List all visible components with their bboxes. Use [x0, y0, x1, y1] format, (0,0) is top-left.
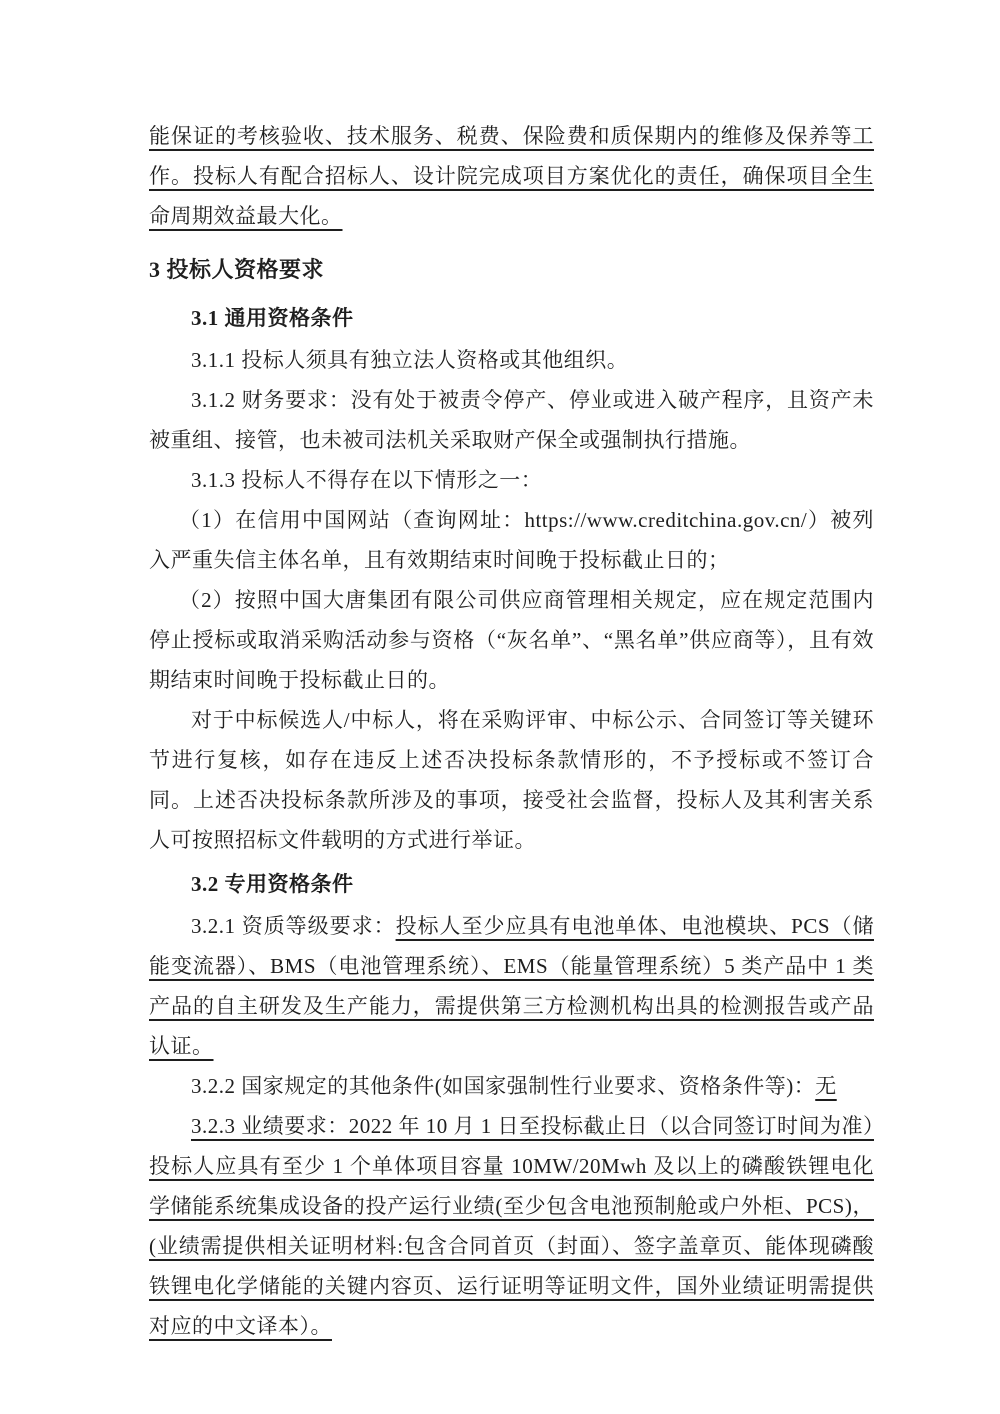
clause-3-2-2 — [149, 1066, 874, 1106]
section-3-1-heading: 3.1 通用资格条件 — [191, 306, 354, 330]
clause-3-2-2-label: 3.2.2 国家规定的其他条件(如国家强制性行业要求、资格条件等)： — [191, 1074, 816, 1098]
item-1-suffix: ）被列入严重失信主体名单，且有效期结束时间晚于投标截止日的； — [149, 508, 875, 572]
clause-3-2-2-value: 无 — [815, 1074, 837, 1098]
section-3-heading: 3 投标人资格要求 — [149, 257, 325, 282]
credit-china-url: https://www.creditchina.gov.cn/ — [524, 508, 808, 532]
item-1-paragraph — [149, 500, 874, 580]
clause-3-2-3-text: 3.2.3 业绩要求：2022 年 10 月 1 日至投标截止日（以合同签订时间为准）投标人应具有至少 1 个单体项目容量 10MW/20Mwh 及以上的磷酸铁锂电化学储能系统集成设备的投产运行业绩(至少包含电池预制舱或户外柜、PCS)， (业绩需提供相关证明材料:包含合同首页（封面）、签字盖章页、能体现磷酸铁锂电化学储能的关键内容页、运行证明等证明文件，国外业绩证明需提供对应的中文译本）。 — [149, 1114, 874, 1338]
clause-3-2-1-requirement: 投标人至少应具有电池单体、电池模块、PCS（储能变流器）、BMS（电池管理系统）、EMS（能量管理系统）5 类产品中 1 类产品的自主研发及生产能力，需提供第三方检测机构出具的检测报告或产品认证。 — [149, 914, 874, 1058]
item-1-prefix: （1）在信用中国网站（查询网址： — [179, 508, 525, 532]
carryover-paragraph-text: 能保证的考核验收、技术服务、税费、保险费和质保期内的维修及保养等工作。投标人有配合招标人、设计院完成项目方案优化的责任，确保项目全生命周期效益最大化。 — [149, 124, 874, 228]
review-paragraph: 对于中标候选人/中标人，将在采购评审、中标公示、合同签订等关键环节进行复核，如存在违反上述否决投标条款情形的，不予授标或不签订合同。上述否决投标条款所涉及的事项，接受社会监督，投标人及其利害关系人可按照招标文件载明的方式进行举证。 — [149, 708, 874, 852]
carryover-paragraph — [149, 116, 874, 236]
clause-3-1-3: 3.1.3 投标人不得存在以下情形之一： — [191, 468, 543, 492]
clause-3-2-1 — [149, 906, 874, 1066]
section-3-2-heading: 3.2 专用资格条件 — [191, 872, 354, 896]
item-2-paragraph: （2）按照中国大唐集团有限公司供应商管理相关规定，应在规定范围内停止授标或取消采购活动参与资格（“灰名单”、“黑名单”供应商等），且有效期结束时间晚于投标截止日的。 — [149, 588, 874, 692]
clause-3-2-3 — [149, 1106, 874, 1346]
clause-3-2-1-label: 3.2.1 资质等级要求： — [191, 914, 396, 938]
clause-3-1-1: 3.1.1 投标人须具有独立法人资格或其他组织。 — [191, 348, 629, 372]
clause-3-1-2: 3.1.2 财务要求：没有处于被责令停产、停业或进入破产程序，且资产未被重组、接管，也未被司法机关采取财产保全或强制执行措施。 — [149, 388, 874, 452]
